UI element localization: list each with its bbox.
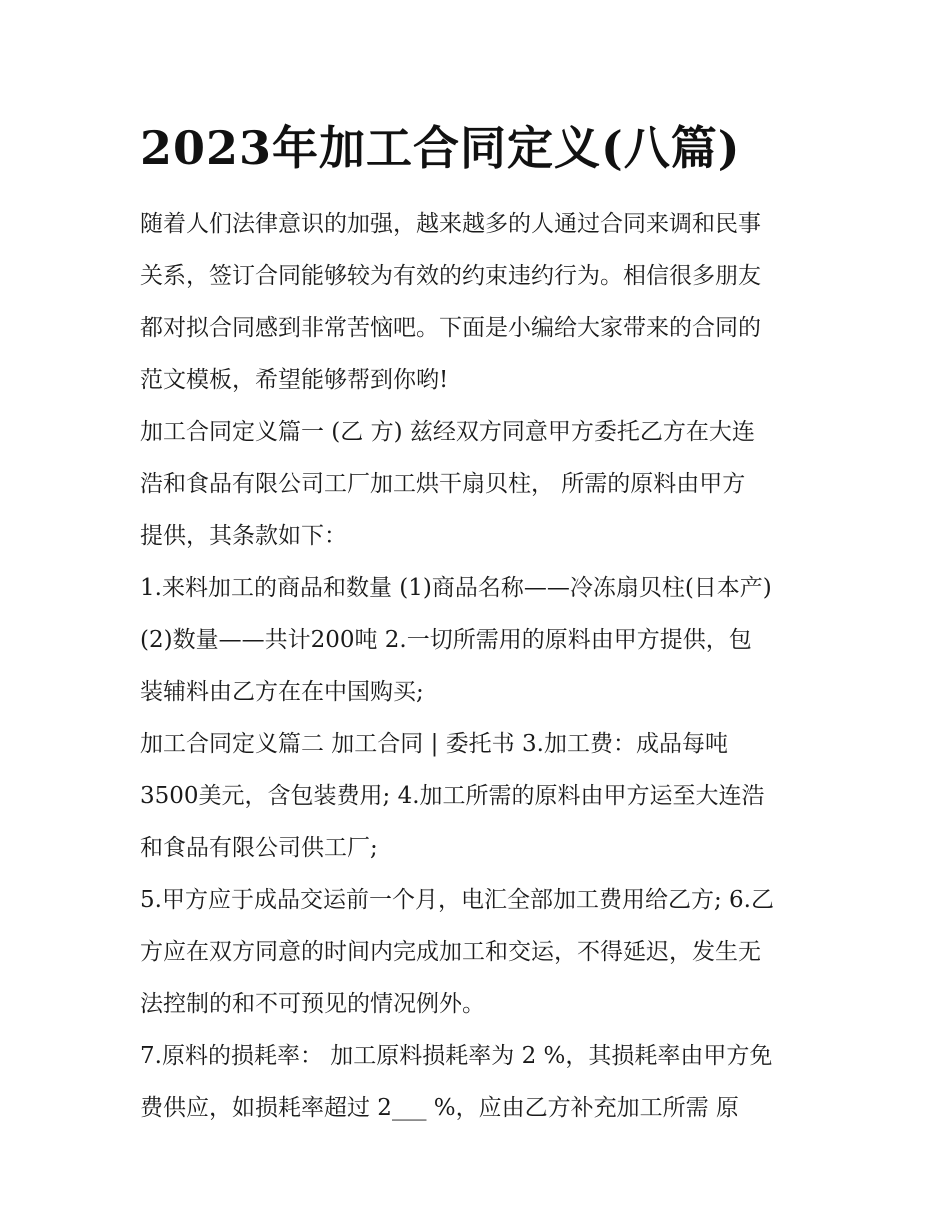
- document-body: [140, 200, 816, 1136]
- text-line: 和食品有限公司供工厂;: [140, 835, 378, 861]
- text-line: 7.原料的损耗率： 加工原料损耗率为 2 %，其损耗率由甲方免: [140, 1043, 773, 1069]
- text-line: 法控制的和不可预见的情况例外。: [140, 991, 485, 1017]
- text-line: 加工合同定义篇一 (乙 方) 兹经双方同意甲方委托乙方在大连: [140, 419, 755, 445]
- text-line: 1.来料加工的商品和数量 (1)商品名称——冷冻扇贝柱(日本产): [140, 575, 772, 601]
- text-line: 范文模板，希望能够帮到你哟!: [140, 367, 449, 393]
- text-line: 浩和食品有限公司工厂加工烘干扇贝柱， 所需的原料由甲方: [140, 471, 746, 497]
- text-line: 3500美元，含包装费用; 4.加工所需的原料由甲方运至大连浩: [140, 783, 765, 809]
- text-line: 装辅料由乙方在在中国购买;: [140, 679, 424, 705]
- text-line: (2)数量——共计200吨 2.一切所需用的原料由甲方提供，包: [140, 627, 752, 653]
- document-title: 2023年加工合同定义(八篇): [140, 121, 741, 175]
- text-line: 加工合同定义篇二 加工合同 | 委托书 3.加工费：成品每吨: [140, 731, 728, 757]
- text-line: 都对拟合同感到非常苦恼吧。下面是小编给大家带来的合同的: [140, 315, 761, 341]
- text-line: 提供，其条款如下：: [140, 523, 347, 549]
- text-line: 费供应，如损耗率超过 2___ %，应由乙方补充加工所需 原: [140, 1095, 739, 1121]
- text-line: 随着人们法律意识的加强，越来越多的人通过合同来调和民事: [140, 211, 761, 237]
- text-line: 方应在双方同意的时间内完成加工和交运，不得延迟，发生无: [140, 939, 761, 965]
- text-line: 5.甲方应于成品交运前一个月，电汇全部加工费用给乙方; 6.乙: [140, 887, 774, 913]
- text-line: 关系，签订合同能够较为有效的约束违约行为。相信很多朋友: [140, 263, 761, 289]
